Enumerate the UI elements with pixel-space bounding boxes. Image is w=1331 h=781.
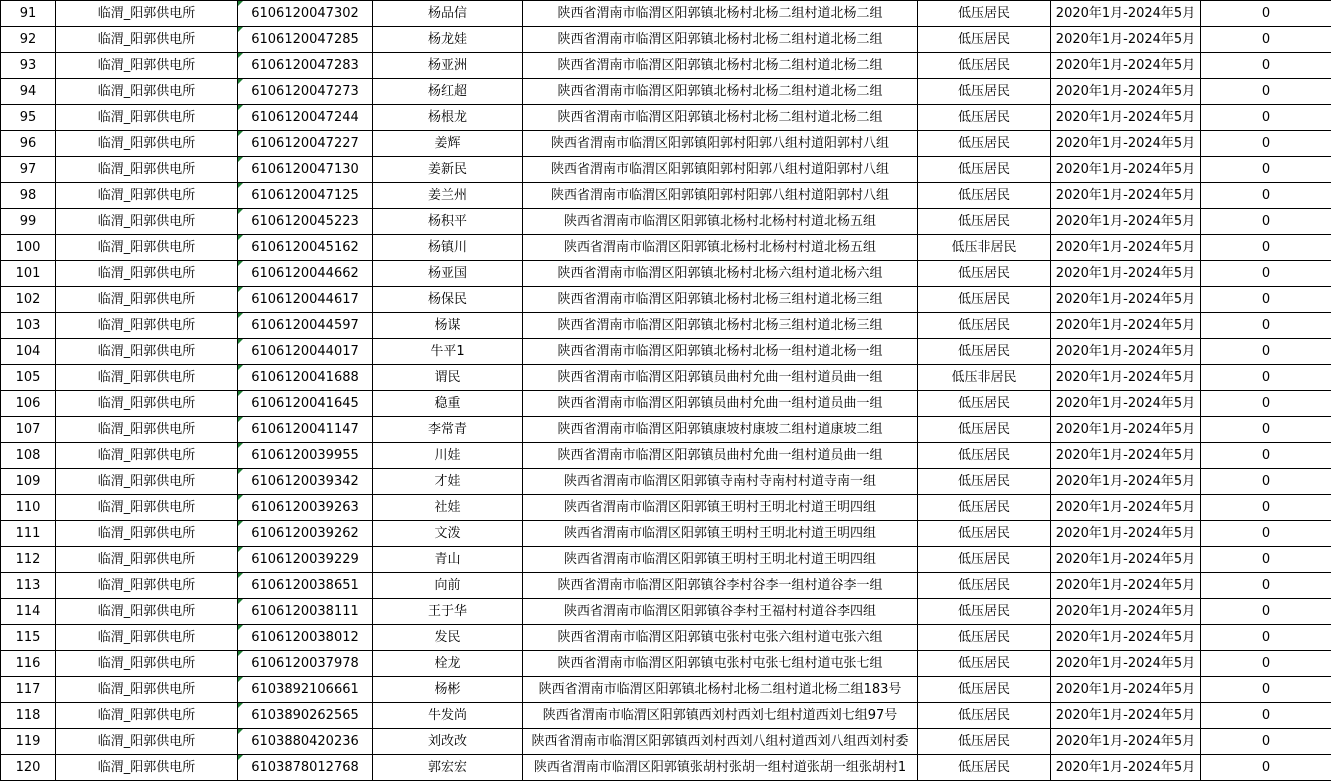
cell-address[interactable]: 陕西省渭南市临渭区阳郭镇北杨村北杨二组村道北杨二组	[523, 53, 918, 79]
cell-address[interactable]: 陕西省渭南市临渭区阳郭镇阳郭村阳郭八组村道阳郭村八组	[523, 157, 918, 183]
cell-category[interactable]: 低压居民	[918, 209, 1051, 235]
cell-period[interactable]: 2020年1月-2024年5月	[1051, 755, 1201, 781]
cell-category[interactable]: 低压居民	[918, 469, 1051, 495]
cell-station[interactable]: 临渭_阳郭供电所	[56, 287, 238, 313]
table-row	[1, 521, 1331, 547]
cell-station[interactable]: 临渭_阳郭供电所	[56, 625, 238, 651]
cell-station[interactable]: 临渭_阳郭供电所	[56, 105, 238, 131]
cell-category[interactable]: 低压居民	[918, 53, 1051, 79]
table-row	[1, 495, 1331, 521]
cell-name[interactable]: 杨红超	[373, 79, 523, 105]
cell-name[interactable]: 青山	[373, 547, 523, 573]
cell-category[interactable]: 低压居民	[918, 391, 1051, 417]
cell-station[interactable]: 临渭_阳郭供电所	[56, 391, 238, 417]
cell-station[interactable]: 临渭_阳郭供电所	[56, 599, 238, 625]
cell-category[interactable]: 低压居民	[918, 573, 1051, 599]
cell-address[interactable]: 陕西省渭南市临渭区阳郭镇北杨村北杨二组村道北杨二组	[523, 79, 918, 105]
cell-index[interactable]: 97	[1, 157, 56, 183]
cell-address[interactable]: 陕西省渭南市临渭区阳郭镇员曲村允曲一组村道员曲一组	[523, 365, 918, 391]
table-row	[1, 391, 1331, 417]
table-row	[1, 729, 1331, 755]
cell-account[interactable]: 6106120044017	[238, 339, 373, 365]
table-row	[1, 27, 1331, 53]
cell-station[interactable]: 临渭_阳郭供电所	[56, 365, 238, 391]
cell-index[interactable]: 113	[1, 573, 56, 599]
cell-name[interactable]: 刘改改	[373, 729, 523, 755]
cell-station[interactable]: 临渭_阳郭供电所	[56, 573, 238, 599]
cell-index[interactable]: 115	[1, 625, 56, 651]
cell-station[interactable]: 临渭_阳郭供电所	[56, 27, 238, 53]
table-row	[1, 651, 1331, 677]
cell-category[interactable]: 低压居民	[918, 495, 1051, 521]
cell-station[interactable]: 临渭_阳郭供电所	[56, 521, 238, 547]
cell-name[interactable]: 李常青	[373, 417, 523, 443]
table-row	[1, 53, 1331, 79]
cell-station[interactable]: 临渭_阳郭供电所	[56, 339, 238, 365]
cell-address[interactable]: 陕西省渭南市临渭区阳郭镇西刘村西刘八组村道西刘八组西刘村委	[523, 729, 918, 755]
cell-amount[interactable]: 0	[1201, 755, 1331, 781]
cell-amount[interactable]: 0	[1201, 105, 1331, 131]
cell-period[interactable]: 2020年1月-2024年5月	[1051, 209, 1201, 235]
cell-account[interactable]: 6103878012768	[238, 755, 373, 781]
cell-amount[interactable]: 0	[1201, 391, 1331, 417]
cell-account[interactable]: 6106120047283	[238, 53, 373, 79]
cell-index[interactable]: 117	[1, 677, 56, 703]
table-row	[1, 755, 1331, 781]
cell-period[interactable]: 2020年1月-2024年5月	[1051, 1, 1201, 27]
cell-account[interactable]: 6103890262565	[238, 703, 373, 729]
cell-category[interactable]: 低压居民	[918, 183, 1051, 209]
cell-name[interactable]: 王于华	[373, 599, 523, 625]
cell-index[interactable]: 91	[1, 1, 56, 27]
cell-amount[interactable]: 0	[1201, 131, 1331, 157]
cell-index[interactable]: 116	[1, 651, 56, 677]
cell-address[interactable]: 陕西省渭南市临渭区阳郭镇张胡村张胡一组村道张胡一组张胡村1	[523, 755, 918, 781]
cell-amount[interactable]: 0	[1201, 1, 1331, 27]
cell-address[interactable]: 陕西省渭南市临渭区阳郭镇北杨村北杨二组村道北杨二组	[523, 27, 918, 53]
cell-category[interactable]: 低压居民	[918, 157, 1051, 183]
cell-amount[interactable]: 0	[1201, 287, 1331, 313]
cell-index[interactable]: 92	[1, 27, 56, 53]
cell-name[interactable]: 杨镇川	[373, 235, 523, 261]
cell-station[interactable]: 临渭_阳郭供电所	[56, 443, 238, 469]
cell-amount[interactable]: 0	[1201, 469, 1331, 495]
cell-category[interactable]: 低压居民	[918, 339, 1051, 365]
cell-amount[interactable]: 0	[1201, 417, 1331, 443]
cell-category[interactable]: 低压居民	[918, 1, 1051, 27]
cell-account[interactable]: 6106120047227	[238, 131, 373, 157]
cell-amount[interactable]: 0	[1201, 495, 1331, 521]
cell-station[interactable]: 临渭_阳郭供电所	[56, 131, 238, 157]
table-row	[1, 677, 1331, 703]
cell-address[interactable]: 陕西省渭南市临渭区阳郭镇王明村王明北村道王明四组	[523, 495, 918, 521]
cell-index[interactable]: 98	[1, 183, 56, 209]
cell-category[interactable]: 低压非居民	[918, 365, 1051, 391]
cell-index[interactable]: 101	[1, 261, 56, 287]
cell-address[interactable]: 陕西省渭南市临渭区阳郭镇北杨村北杨二组村道北杨二组	[523, 1, 918, 27]
cell-amount[interactable]: 0	[1201, 157, 1331, 183]
cell-category[interactable]: 低压居民	[918, 105, 1051, 131]
cell-amount[interactable]: 0	[1201, 651, 1331, 677]
cell-address[interactable]: 陕西省渭南市临渭区阳郭镇员曲村允曲一组村道员曲一组	[523, 443, 918, 469]
cell-station[interactable]: 临渭_阳郭供电所	[56, 677, 238, 703]
cell-name[interactable]: 川娃	[373, 443, 523, 469]
cell-name[interactable]: 杨品信	[373, 1, 523, 27]
cell-amount[interactable]: 0	[1201, 183, 1331, 209]
cell-name[interactable]: 谓民	[373, 365, 523, 391]
cell-period[interactable]: 2020年1月-2024年5月	[1051, 287, 1201, 313]
table-row	[1, 313, 1331, 339]
cell-index[interactable]: 94	[1, 79, 56, 105]
cell-address[interactable]: 陕西省渭南市临渭区阳郭镇屯张村屯张七组村道屯张七组	[523, 651, 918, 677]
cell-name[interactable]: 杨龙娃	[373, 27, 523, 53]
cell-name[interactable]: 杨谋	[373, 313, 523, 339]
cell-name[interactable]: 姜新民	[373, 157, 523, 183]
cell-name[interactable]: 姜兰州	[373, 183, 523, 209]
table-row	[1, 573, 1331, 599]
cell-station[interactable]: 临渭_阳郭供电所	[56, 235, 238, 261]
cell-account[interactable]: 6106120045223	[238, 209, 373, 235]
cell-period[interactable]: 2020年1月-2024年5月	[1051, 417, 1201, 443]
cell-account[interactable]: 6106120047273	[238, 79, 373, 105]
table-body	[1, 1, 1331, 781]
cell-account[interactable]: 6103892106661	[238, 677, 373, 703]
table-row	[1, 547, 1331, 573]
cell-amount[interactable]: 0	[1201, 573, 1331, 599]
cell-account[interactable]: 6106120041688	[238, 365, 373, 391]
cell-account[interactable]: 6106120047302	[238, 1, 373, 27]
cell-address[interactable]: 陕西省渭南市临渭区阳郭镇阳郭村阳郭八组村道阳郭村八组	[523, 131, 918, 157]
cell-account[interactable]: 6106120039262	[238, 521, 373, 547]
cell-station[interactable]: 临渭_阳郭供电所	[56, 469, 238, 495]
cell-index[interactable]: 93	[1, 53, 56, 79]
cell-address[interactable]: 陕西省渭南市临渭区阳郭镇阳郭村阳郭八组村道阳郭村八组	[523, 183, 918, 209]
cell-index[interactable]: 107	[1, 417, 56, 443]
cell-station[interactable]: 临渭_阳郭供电所	[56, 495, 238, 521]
cell-station[interactable]: 临渭_阳郭供电所	[56, 417, 238, 443]
cell-amount[interactable]: 0	[1201, 625, 1331, 651]
cell-address[interactable]: 陕西省渭南市临渭区阳郭镇北杨村北杨三组村道北杨三组	[523, 287, 918, 313]
cell-address[interactable]: 陕西省渭南市临渭区阳郭镇北杨村北杨二组村道北杨二组183号	[523, 677, 918, 703]
cell-amount[interactable]: 0	[1201, 729, 1331, 755]
cell-category[interactable]: 低压居民	[918, 27, 1051, 53]
cell-index[interactable]: 104	[1, 339, 56, 365]
cell-index[interactable]: 108	[1, 443, 56, 469]
cell-category[interactable]: 低压居民	[918, 547, 1051, 573]
cell-name[interactable]: 向前	[373, 573, 523, 599]
cell-period[interactable]: 2020年1月-2024年5月	[1051, 235, 1201, 261]
cell-period[interactable]: 2020年1月-2024年5月	[1051, 27, 1201, 53]
cell-account[interactable]: 6106120044617	[238, 287, 373, 313]
cell-category[interactable]: 低压居民	[918, 625, 1051, 651]
cell-account[interactable]: 6103880420236	[238, 729, 373, 755]
cell-station[interactable]: 临渭_阳郭供电所	[56, 183, 238, 209]
cell-period[interactable]: 2020年1月-2024年5月	[1051, 625, 1201, 651]
cell-amount[interactable]: 0	[1201, 27, 1331, 53]
cell-period[interactable]: 2020年1月-2024年5月	[1051, 53, 1201, 79]
cell-period[interactable]: 2020年1月-2024年5月	[1051, 521, 1201, 547]
cell-amount[interactable]: 0	[1201, 339, 1331, 365]
cell-name[interactable]: 杨保民	[373, 287, 523, 313]
cell-name[interactable]: 社娃	[373, 495, 523, 521]
cell-index[interactable]: 118	[1, 703, 56, 729]
cell-address[interactable]: 陕西省渭南市临渭区阳郭镇北杨村北杨三组村道北杨三组	[523, 313, 918, 339]
cell-period[interactable]: 2020年1月-2024年5月	[1051, 443, 1201, 469]
cell-account[interactable]: 6106120038012	[238, 625, 373, 651]
table-row	[1, 131, 1331, 157]
cell-address[interactable]: 陕西省渭南市临渭区阳郭镇康坡村康坡二组村道康坡二组	[523, 417, 918, 443]
cell-category[interactable]: 低压居民	[918, 521, 1051, 547]
cell-category[interactable]: 低压居民	[918, 599, 1051, 625]
cell-address[interactable]: 陕西省渭南市临渭区阳郭镇员曲村允曲一组村道员曲一组	[523, 391, 918, 417]
cell-amount[interactable]: 0	[1201, 79, 1331, 105]
cell-category[interactable]: 低压居民	[918, 79, 1051, 105]
cell-category[interactable]: 低压居民	[918, 729, 1051, 755]
cell-station[interactable]: 临渭_阳郭供电所	[56, 1, 238, 27]
cell-period[interactable]: 2020年1月-2024年5月	[1051, 339, 1201, 365]
cell-category[interactable]: 低压居民	[918, 443, 1051, 469]
cell-amount[interactable]: 0	[1201, 443, 1331, 469]
cell-category[interactable]: 低压居民	[918, 131, 1051, 157]
cell-account[interactable]: 6106120038111	[238, 599, 373, 625]
cell-address[interactable]: 陕西省渭南市临渭区阳郭镇北杨村北杨村村道北杨五组	[523, 235, 918, 261]
cell-station[interactable]: 临渭_阳郭供电所	[56, 755, 238, 781]
cell-category[interactable]: 低压居民	[918, 261, 1051, 287]
cell-amount[interactable]: 0	[1201, 209, 1331, 235]
cell-station[interactable]: 临渭_阳郭供电所	[56, 209, 238, 235]
cell-address[interactable]: 陕西省渭南市临渭区阳郭镇北杨村北杨六组村道北杨六组	[523, 261, 918, 287]
cell-account[interactable]: 6106120037978	[238, 651, 373, 677]
cell-name[interactable]: 发民	[373, 625, 523, 651]
cell-name[interactable]: 郭宏宏	[373, 755, 523, 781]
cell-index[interactable]: 100	[1, 235, 56, 261]
cell-index[interactable]: 99	[1, 209, 56, 235]
table-row	[1, 157, 1331, 183]
cell-station[interactable]: 临渭_阳郭供电所	[56, 547, 238, 573]
cell-period[interactable]: 2020年1月-2024年5月	[1051, 703, 1201, 729]
cell-index[interactable]: 114	[1, 599, 56, 625]
cell-period[interactable]: 2020年1月-2024年5月	[1051, 495, 1201, 521]
cell-account[interactable]: 6106120039955	[238, 443, 373, 469]
cell-address[interactable]: 陕西省渭南市临渭区阳郭镇寺南村寺南村村道寺南一组	[523, 469, 918, 495]
cell-name[interactable]: 杨亚国	[373, 261, 523, 287]
cell-period[interactable]: 2020年1月-2024年5月	[1051, 131, 1201, 157]
table-row	[1, 261, 1331, 287]
cell-account[interactable]: 6106120047285	[238, 27, 373, 53]
cell-account[interactable]: 6106120039342	[238, 469, 373, 495]
table-row	[1, 105, 1331, 131]
cell-address[interactable]: 陕西省渭南市临渭区阳郭镇北杨村北杨一组村道北杨一组	[523, 339, 918, 365]
cell-index[interactable]: 95	[1, 105, 56, 131]
cell-amount[interactable]: 0	[1201, 313, 1331, 339]
table-row	[1, 703, 1331, 729]
cell-period[interactable]: 2020年1月-2024年5月	[1051, 391, 1201, 417]
cell-address[interactable]: 陕西省渭南市临渭区阳郭镇王明村王明北村道王明四组	[523, 547, 918, 573]
cell-period[interactable]: 2020年1月-2024年5月	[1051, 105, 1201, 131]
cell-account[interactable]: 6106120044597	[238, 313, 373, 339]
table-row	[1, 183, 1331, 209]
cell-period[interactable]: 2020年1月-2024年5月	[1051, 547, 1201, 573]
cell-account[interactable]: 6106120041645	[238, 391, 373, 417]
cell-category[interactable]: 低压居民	[918, 417, 1051, 443]
cell-station[interactable]: 临渭_阳郭供电所	[56, 79, 238, 105]
cell-period[interactable]: 2020年1月-2024年5月	[1051, 365, 1201, 391]
cell-period[interactable]: 2020年1月-2024年5月	[1051, 677, 1201, 703]
cell-period[interactable]: 2020年1月-2024年5月	[1051, 729, 1201, 755]
cell-address[interactable]: 陕西省渭南市临渭区阳郭镇西刘村西刘七组村道西刘七组97号	[523, 703, 918, 729]
cell-period[interactable]: 2020年1月-2024年5月	[1051, 313, 1201, 339]
cell-amount[interactable]: 0	[1201, 703, 1331, 729]
cell-name[interactable]: 文泼	[373, 521, 523, 547]
cell-name[interactable]: 杨根龙	[373, 105, 523, 131]
cell-account[interactable]: 6106120047130	[238, 157, 373, 183]
cell-period[interactable]: 2020年1月-2024年5月	[1051, 183, 1201, 209]
cell-station[interactable]: 临渭_阳郭供电所	[56, 703, 238, 729]
cell-amount[interactable]: 0	[1201, 521, 1331, 547]
cell-index[interactable]: 105	[1, 365, 56, 391]
cell-period[interactable]: 2020年1月-2024年5月	[1051, 157, 1201, 183]
cell-station[interactable]: 临渭_阳郭供电所	[56, 53, 238, 79]
cell-index[interactable]: 96	[1, 131, 56, 157]
cell-category[interactable]: 低压居民	[918, 755, 1051, 781]
cell-amount[interactable]: 0	[1201, 677, 1331, 703]
cell-account[interactable]: 6106120045162	[238, 235, 373, 261]
cell-amount[interactable]: 0	[1201, 235, 1331, 261]
cell-category[interactable]: 低压居民	[918, 313, 1051, 339]
cell-period[interactable]: 2020年1月-2024年5月	[1051, 79, 1201, 105]
cell-period[interactable]: 2020年1月-2024年5月	[1051, 261, 1201, 287]
cell-station[interactable]: 临渭_阳郭供电所	[56, 729, 238, 755]
cell-category[interactable]: 低压居民	[918, 703, 1051, 729]
cell-account[interactable]: 6106120044662	[238, 261, 373, 287]
cell-period[interactable]: 2020年1月-2024年5月	[1051, 469, 1201, 495]
table-row	[1, 625, 1331, 651]
cell-station[interactable]: 临渭_阳郭供电所	[56, 651, 238, 677]
cell-index[interactable]: 110	[1, 495, 56, 521]
cell-amount[interactable]: 0	[1201, 365, 1331, 391]
cell-address[interactable]: 陕西省渭南市临渭区阳郭镇王明村王明北村道王明四组	[523, 521, 918, 547]
cell-index[interactable]: 111	[1, 521, 56, 547]
cell-station[interactable]: 临渭_阳郭供电所	[56, 261, 238, 287]
cell-account[interactable]: 6106120047244	[238, 105, 373, 131]
cell-index[interactable]: 119	[1, 729, 56, 755]
cell-index[interactable]: 106	[1, 391, 56, 417]
cell-address[interactable]: 陕西省渭南市临渭区阳郭镇北杨村北杨村村道北杨五组	[523, 209, 918, 235]
cell-name[interactable]: 杨积平	[373, 209, 523, 235]
table-row	[1, 599, 1331, 625]
cell-name[interactable]: 牛发尚	[373, 703, 523, 729]
cell-name[interactable]: 杨彬	[373, 677, 523, 703]
cell-category[interactable]: 低压居民	[918, 677, 1051, 703]
table-row	[1, 339, 1331, 365]
cell-address[interactable]: 陕西省渭南市临渭区阳郭镇北杨村北杨二组村道北杨二组	[523, 105, 918, 131]
cell-period[interactable]: 2020年1月-2024年5月	[1051, 599, 1201, 625]
cell-account[interactable]: 6106120041147	[238, 417, 373, 443]
cell-station[interactable]: 临渭_阳郭供电所	[56, 157, 238, 183]
cell-account[interactable]: 6106120039229	[238, 547, 373, 573]
table-row	[1, 1, 1331, 27]
cell-account[interactable]: 6106120038651	[238, 573, 373, 599]
table-row	[1, 443, 1331, 469]
cell-address[interactable]: 陕西省渭南市临渭区阳郭镇屯张村屯张六组村道屯张六组	[523, 625, 918, 651]
cell-name[interactable]: 栓龙	[373, 651, 523, 677]
cell-period[interactable]: 2020年1月-2024年5月	[1051, 651, 1201, 677]
cell-account[interactable]: 6106120039263	[238, 495, 373, 521]
cell-amount[interactable]: 0	[1201, 261, 1331, 287]
table-row	[1, 79, 1331, 105]
cell-index[interactable]: 120	[1, 755, 56, 781]
table-row	[1, 287, 1331, 313]
cell-index[interactable]: 109	[1, 469, 56, 495]
cell-station[interactable]: 临渭_阳郭供电所	[56, 313, 238, 339]
cell-amount[interactable]: 0	[1201, 599, 1331, 625]
table-row	[1, 417, 1331, 443]
cell-index[interactable]: 112	[1, 547, 56, 573]
cell-name[interactable]: 才娃	[373, 469, 523, 495]
cell-name[interactable]: 稳重	[373, 391, 523, 417]
cell-category[interactable]: 低压非居民	[918, 235, 1051, 261]
cell-category[interactable]: 低压居民	[918, 287, 1051, 313]
cell-address[interactable]: 陕西省渭南市临渭区阳郭镇谷李村王福村村道谷李四组	[523, 599, 918, 625]
table-row	[1, 469, 1331, 495]
table-row	[1, 365, 1331, 391]
cell-period[interactable]: 2020年1月-2024年5月	[1051, 573, 1201, 599]
cell-account[interactable]: 6106120047125	[238, 183, 373, 209]
table-row	[1, 209, 1331, 235]
cell-index[interactable]: 102	[1, 287, 56, 313]
table-row	[1, 235, 1331, 261]
cell-name[interactable]: 姜辉	[373, 131, 523, 157]
cell-amount[interactable]: 0	[1201, 53, 1331, 79]
cell-index[interactable]: 103	[1, 313, 56, 339]
cell-name[interactable]: 杨亚洲	[373, 53, 523, 79]
cell-amount[interactable]: 0	[1201, 547, 1331, 573]
cell-address[interactable]: 陕西省渭南市临渭区阳郭镇谷李村谷李一组村道谷李一组	[523, 573, 918, 599]
cell-name[interactable]: 牛平1	[373, 339, 523, 365]
cell-category[interactable]: 低压居民	[918, 651, 1051, 677]
